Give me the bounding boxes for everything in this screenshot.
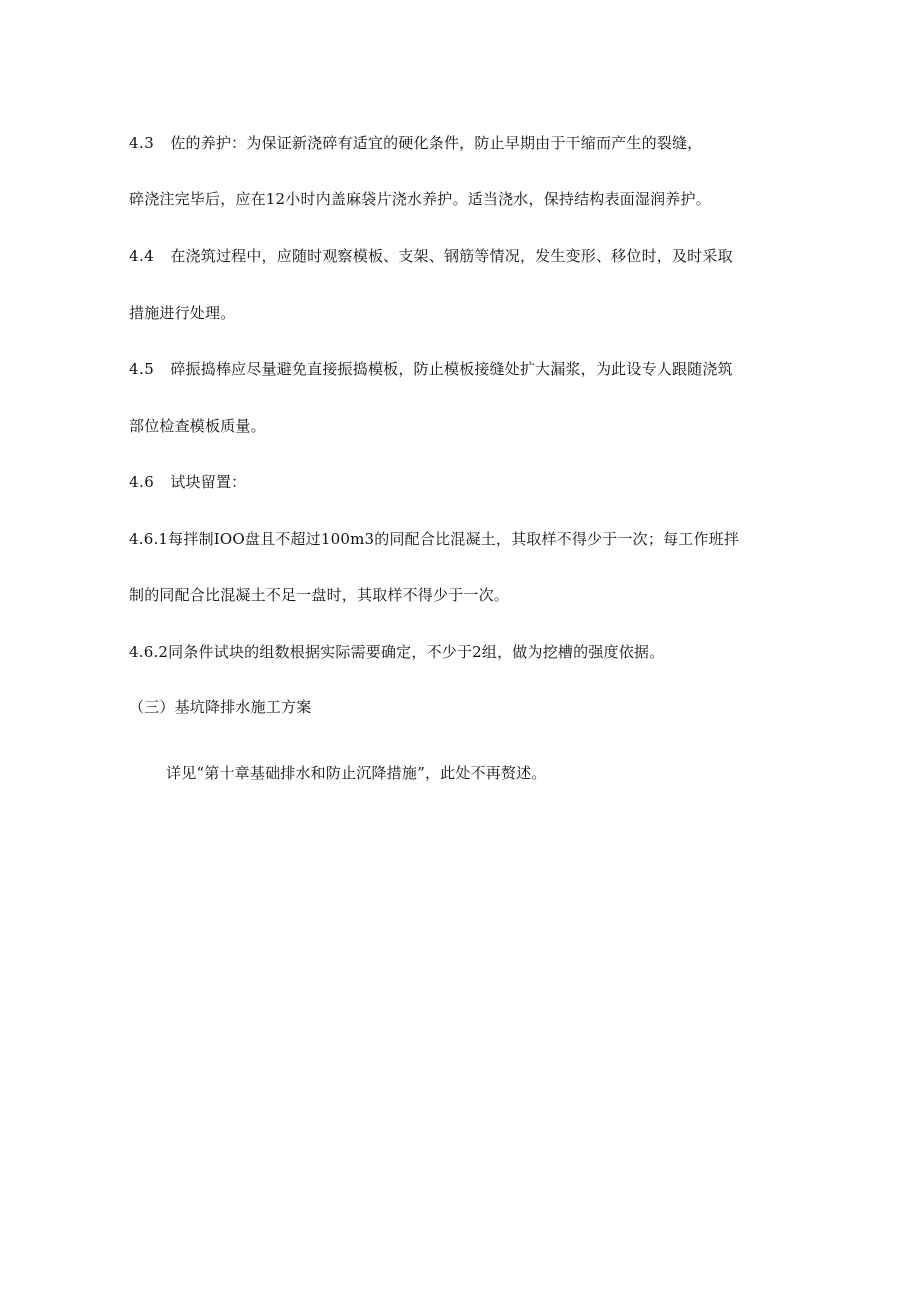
section-number: 4.3 <box>129 134 155 152</box>
paragraph-text: 制的同配合比混凝土不足一盘时，其取样不得少于一次。 <box>129 586 510 604</box>
paragraph-text: 4.6.1每拌制IOO盘且不超过100m3的同配合比混凝土，其取样不得少于一次；每工作班拌 <box>129 530 740 548</box>
section-number: 4.5 <box>129 360 155 378</box>
paragraph-4-6-1-continuation <box>129 585 809 605</box>
section-number: 4.6 <box>129 473 155 491</box>
paragraph-text: 佐的养护：为保证新浇碎有适宜的硬化条件，防止早期由于干缩而产生的裂缝， <box>170 134 703 152</box>
paragraph-text: 试块留置： <box>170 473 247 491</box>
section-number: 4.4 <box>129 247 155 265</box>
paragraph-4-3 <box>129 133 809 153</box>
paragraph-4-6-2 <box>129 642 809 662</box>
paragraph-4-6 <box>129 472 809 492</box>
paragraph-text: 碎振捣棒应尽量避免直接振捣模板，防止模板接缝处扩大漏浆，为此设专人跟随浇筑 <box>170 360 733 378</box>
paragraph-text: 部位检查模板质量。 <box>129 417 266 435</box>
section-heading <box>129 697 809 717</box>
paragraph-text: 措施进行处理。 <box>129 304 236 322</box>
paragraph-4-4-continuation <box>129 303 809 323</box>
paragraph-4-3-continuation <box>129 189 809 209</box>
paragraph-text: 4.6.2同条件试块的组数根据实际需要确定，不少于2组，做为挖槽的强度依据。 <box>129 643 665 661</box>
paragraph-4-5-continuation <box>129 416 809 436</box>
paragraph-text: 在浇筑过程中，应随时观察模板、支架、钢筋等情况，发生变形、移位时，及时采取 <box>170 247 733 265</box>
heading-text: （三）基坑降排水施工方案 <box>129 698 312 716</box>
paragraph-4-4 <box>129 246 809 266</box>
paragraph-text: 碎浇注完毕后，应在12小时内盖麻袋片浇水养护。适当浇水，保持结构表面湿润养护。 <box>129 190 711 208</box>
body-paragraph <box>166 763 846 783</box>
paragraph-4-6-1 <box>129 529 809 549</box>
paragraph-text: 详见“第十章基础排水和防止沉降措施”，此处不再赘述。 <box>166 764 547 782</box>
paragraph-4-5 <box>129 359 809 379</box>
